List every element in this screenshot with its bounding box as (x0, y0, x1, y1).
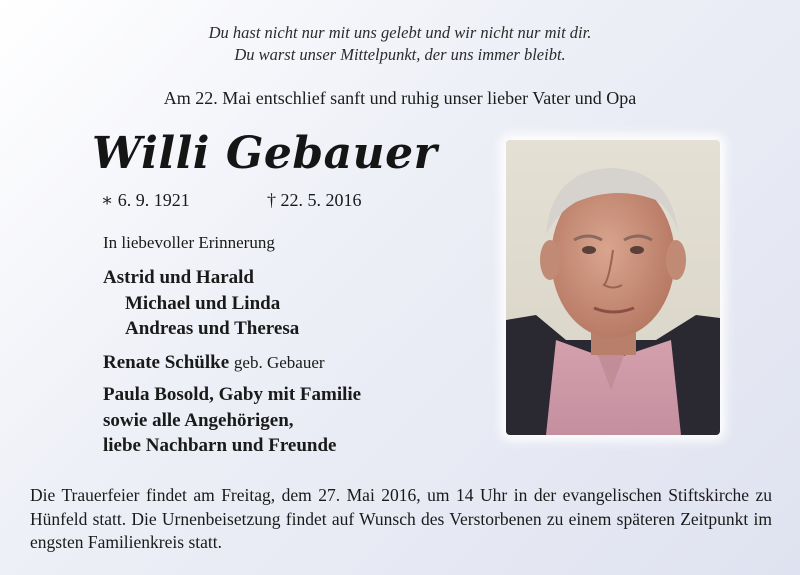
family-line-andreas: Andreas und Theresa (125, 318, 300, 339)
renate-name: Renate Schülke (103, 352, 230, 373)
family-group-children (103, 265, 299, 342)
renate-maiden-name: geb. Gebauer (233, 353, 325, 372)
announcement-intro: Am 22. Mai entschlief sanft und ruhig unser lieber Vater und Opa (163, 88, 637, 108)
family-line-michael: Michael und Linda (125, 292, 281, 314)
family-line-renate (103, 350, 325, 376)
family-line-relatives: sowie alle Angehörigen, (103, 409, 294, 431)
memory-line: In liebevoller Erinnerung (103, 233, 275, 252)
family-line-neighbors: liebe Nachbarn und Freunde (103, 435, 337, 456)
poem-line-2: Du warst unser Mittelpunkt, der uns immer bleibt. (234, 45, 566, 64)
poem-line-1: Du hast nicht nur mit uns gelebt und wir nicht nur mit dir. (208, 23, 592, 42)
portrait-photo (506, 140, 720, 435)
family-group-relatives (103, 382, 361, 459)
family-line-astrid: Astrid und Harald (103, 267, 254, 288)
memorial-poem (0, 22, 800, 66)
deceased-name: Willi Gebauer (92, 128, 438, 179)
birth-date: ∗ 6. 9. 1921 (101, 190, 190, 210)
funeral-details: Die Trauerfeier findet am Freitag, dem 27. Mai 2016, um 14 Uhr in der evangelischen Stiftskirche zu Hünfeld statt. Die Urnenbeisetzung findet auf Wunsch des Verstorbenen zu einem späteren Zeitpunkt im engsten Familienkreis statt. (30, 485, 772, 552)
death-date: † 22. 5. 2016 (267, 190, 362, 210)
family-line-paula: Paula Bosold, Gaby mit Familie (103, 384, 362, 405)
